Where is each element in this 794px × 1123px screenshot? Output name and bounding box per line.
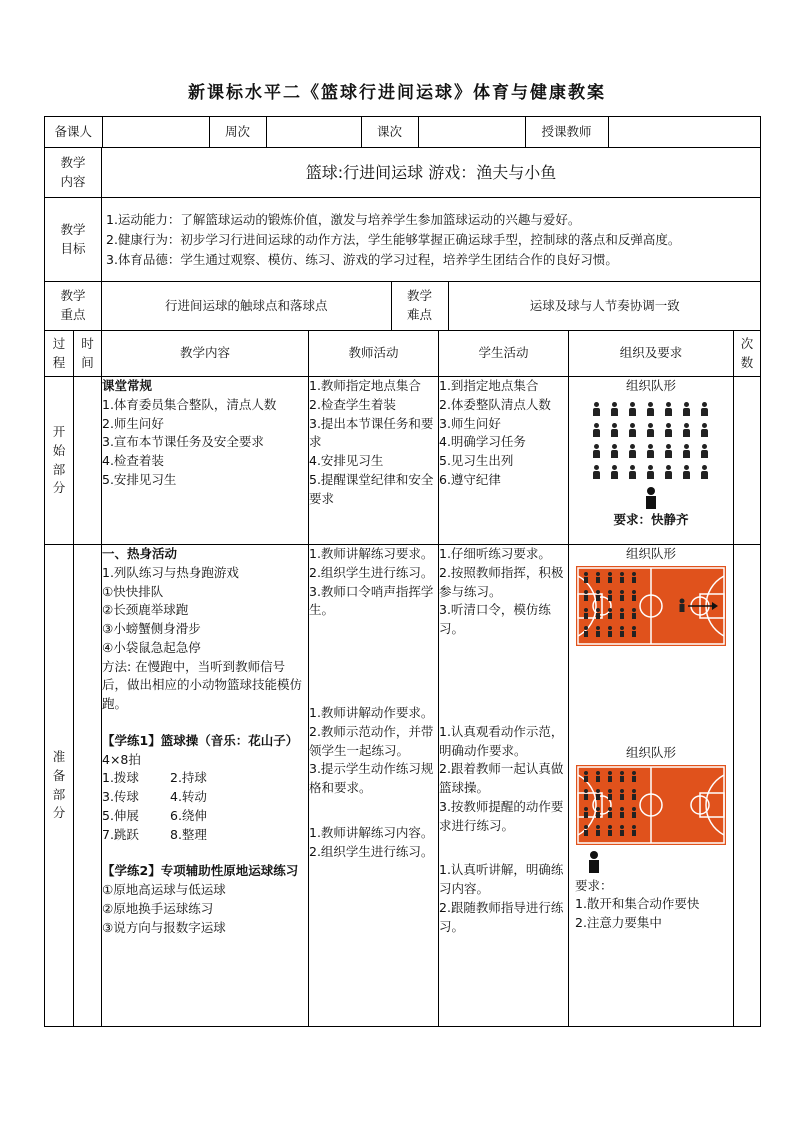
document-title: 新课标水平二《篮球行进间运球》体育与健康教案 (188, 83, 606, 103)
prep-student: 1.仔细听练习要求。 2.按照教师指挥，积极参与练习。 3.听清口令，模仿练习。 1.认真观看动作示范，明确动作要求。 2.跟着教师一起认真做篮球操。 3.按教师提醒的动作要求进行练习。 1.认真听讲解，明确练习内容。 2.跟随教师指导进行练习。 (439, 545, 569, 1027)
col-teacher: 教师活动 (309, 331, 439, 377)
formation-title: 组织队形 (625, 744, 676, 760)
student-figure-icon (698, 465, 712, 479)
difficult-point-value: 运球及球与人节奏协调一致 (529, 297, 680, 313)
difficult-point-label: 教学 难点 (391, 282, 448, 330)
prep-content: 一、热身活动 1.列队练习与热身跑游戏 ①快快排队 ②长颈鹿举球跑 ③小螃蟹侧身滑步 ④小袋鼠急起急停 方法: 在慢跑中，当听到教师信号后，做出相应的小动物篮球技能模仿跑。 【学练1】篮球操（音乐：花山子） 4×8拍 1.拨球 2.持球 3.传球 4.转动 5.伸展 6.绕伸 7.跳跃 8.整理 【学练2】专项辅助性原地运球练习 ①原地高运球与低运球 ②原地换手运球练习 ③说方向与报数字运球 (102, 545, 309, 1027)
student-figure-icon (584, 572, 588, 583)
student-figure-icon (680, 423, 694, 437)
formation-title: 组织队形 (625, 546, 676, 561)
student-figure-icon (632, 572, 636, 583)
label-week: 周次 (209, 117, 266, 147)
student-figure-icon (596, 626, 600, 637)
student-figure-icon (608, 423, 622, 437)
student-figure-icon (644, 423, 658, 437)
header-row (45, 117, 761, 147)
student-figure-icon (620, 771, 624, 782)
goal-item: 1.运动能力：了解篮球运动的锻炼价值，激发与培养学生参加篮球运动的兴趣与爱好。 (106, 211, 581, 227)
student-figure-icon (620, 572, 624, 583)
student-figure-icon (584, 626, 588, 637)
student-figure-icon (632, 626, 636, 637)
student-figure-icon (644, 402, 658, 416)
student-figure-icon (590, 402, 604, 416)
student-figure-icon (608, 590, 612, 601)
goals-list (102, 198, 761, 282)
phase-start: 开 始 部 分 (45, 377, 74, 545)
col-time: 时 间 (74, 331, 102, 377)
student-figure-icon (626, 465, 640, 479)
value-week[interactable] (266, 117, 361, 147)
student-figure-icon (584, 789, 588, 800)
student-figure-icon (626, 444, 640, 458)
student-figure-icon (620, 807, 624, 818)
focus-row (102, 282, 761, 330)
student-figure-icon (596, 572, 600, 583)
student-figure-icon (632, 771, 636, 782)
student-figure-icon (590, 465, 604, 479)
student-figure-icon (626, 402, 640, 416)
prep-count (734, 545, 761, 1027)
start-count (734, 377, 761, 545)
start-teacher: 1.教师指定地点集合 2.检查学生着装 3.提出本节课任务和要求 4.安排见习生 5.提醒课堂纪律和安全要求 (309, 377, 439, 545)
student-figure-icon (620, 626, 624, 637)
content-label: 教学 内容 (45, 148, 102, 198)
start-time (74, 377, 102, 545)
student-figure-icon (608, 572, 612, 583)
student-figure-icon (620, 590, 624, 601)
value-lesson[interactable] (418, 117, 525, 147)
student-figure-icon (632, 807, 636, 818)
goals-label: 教学 目标 (45, 198, 102, 282)
content-value: 篮球:行进间运球 游戏：渔夫与小鱼 (102, 148, 761, 198)
student-figure-icon (632, 608, 636, 619)
formation-title: 组织队形 (625, 378, 676, 393)
student-figure-icon (680, 444, 694, 458)
student-figure-icon (626, 423, 640, 437)
teacher-figure-icon (680, 598, 685, 612)
key-point-value: 行进间运球的触球点和落球点 (102, 282, 391, 330)
student-figure-icon (608, 807, 612, 818)
col-process: 过 程 (45, 331, 74, 377)
basketball-court-diagram (576, 765, 726, 845)
student-figure-icon (584, 825, 588, 836)
student-figure-icon (680, 465, 694, 479)
student-figure-icon (590, 444, 604, 458)
student-figure-icon (584, 590, 588, 601)
prep-organization (569, 545, 734, 1027)
start-organization (569, 377, 734, 545)
student-figure-icon (596, 825, 600, 836)
student-figure-icon (698, 423, 712, 437)
student-figure-icon (608, 608, 612, 619)
teacher-figure-icon (587, 851, 601, 873)
start-content: 课堂常规 1.体育委员集合整队，清点人数 2.师生问好 3.宣布本节课任务及安全要求 4.检查着装 5.安排见习生 (102, 377, 309, 545)
label-preparer: 备课人 (45, 117, 102, 147)
student-figure-icon (620, 608, 624, 619)
prep-teacher: 1.教师讲解练习要求。 2.组织学生进行练习。 3.教师口令哨声指挥学生。 1.教师讲解动作要求。 2.教师示范动作，并带领学生一起练习。 3.提示学生动作练习规格和要求。 1.教师讲解练习内容。 2.组织学生进行练习。 (309, 545, 439, 1027)
student-figure-icon (608, 771, 612, 782)
student-figure-icon (632, 825, 636, 836)
student-figure-icon (644, 444, 658, 458)
col-count: 次 数 (734, 331, 761, 377)
label-lesson: 课次 (361, 117, 418, 147)
teacher-figure-icon (644, 487, 658, 509)
student-figure-icon (644, 465, 658, 479)
student-figure-icon (596, 608, 600, 619)
requirement-item: 1.散开和集合动作要快 (575, 896, 700, 912)
value-teacher[interactable] (608, 117, 761, 147)
student-figure-icon (680, 402, 694, 416)
student-figure-icon (662, 444, 676, 458)
student-figure-icon (596, 807, 600, 818)
student-figure-icon (662, 402, 676, 416)
requirement-item: 2.注意力要集中 (575, 915, 662, 930)
goal-item: 2.健康行为：初步学习行进间运球的动作方法，学生能够掌握正确运球手型，控制球的落点和反弹高度。 (106, 231, 681, 247)
student-figure-icon (662, 423, 676, 437)
student-figure-icon (596, 590, 600, 601)
student-figure-icon (698, 402, 712, 416)
student-figure-icon (584, 771, 588, 782)
student-figure-icon (596, 789, 600, 800)
requirement-title: 要求： (575, 877, 613, 893)
phase-prep: 准 备 部 分 (45, 545, 74, 1027)
label-teacher: 授课教师 (525, 117, 608, 147)
formation-grid (590, 402, 712, 479)
student-figure-icon (608, 789, 612, 800)
goal-item: 3.体育品德：学生通过观察、模仿、练习、游戏的学习过程，培养学生团结合作的良好习惯。 (106, 251, 618, 267)
key-point-label: 教学 重点 (45, 282, 102, 331)
student-figure-icon (632, 789, 636, 800)
student-figure-icon (620, 789, 624, 800)
student-figure-icon (590, 423, 604, 437)
value-preparer[interactable] (102, 117, 209, 147)
student-figure-icon (632, 590, 636, 601)
student-figure-icon (620, 825, 624, 836)
student-figure-icon (608, 825, 612, 836)
col-content: 教学内容 (102, 331, 309, 377)
formation-requirement: 要求：快静齐 (613, 511, 689, 527)
basketball-court-diagram (576, 566, 726, 646)
prep-time (74, 545, 102, 1027)
student-figure-icon (698, 444, 712, 458)
student-figure-icon (596, 771, 600, 782)
student-figure-icon (608, 465, 622, 479)
col-student: 学生活动 (439, 331, 569, 377)
student-figure-icon (608, 626, 612, 637)
lesson-plan-table (44, 116, 761, 1027)
col-organization: 组织及要求 (569, 331, 734, 377)
student-figure-icon (584, 807, 588, 818)
start-student: 1.到指定地点集合 2.体委整队清点人数 3.师生问好 4.明确学习任务 5.见习生出列 6.遵守纪律 (439, 377, 569, 545)
student-figure-icon (608, 402, 622, 416)
student-figure-icon (608, 444, 622, 458)
student-figure-icon (662, 465, 676, 479)
student-figure-icon (584, 608, 588, 619)
